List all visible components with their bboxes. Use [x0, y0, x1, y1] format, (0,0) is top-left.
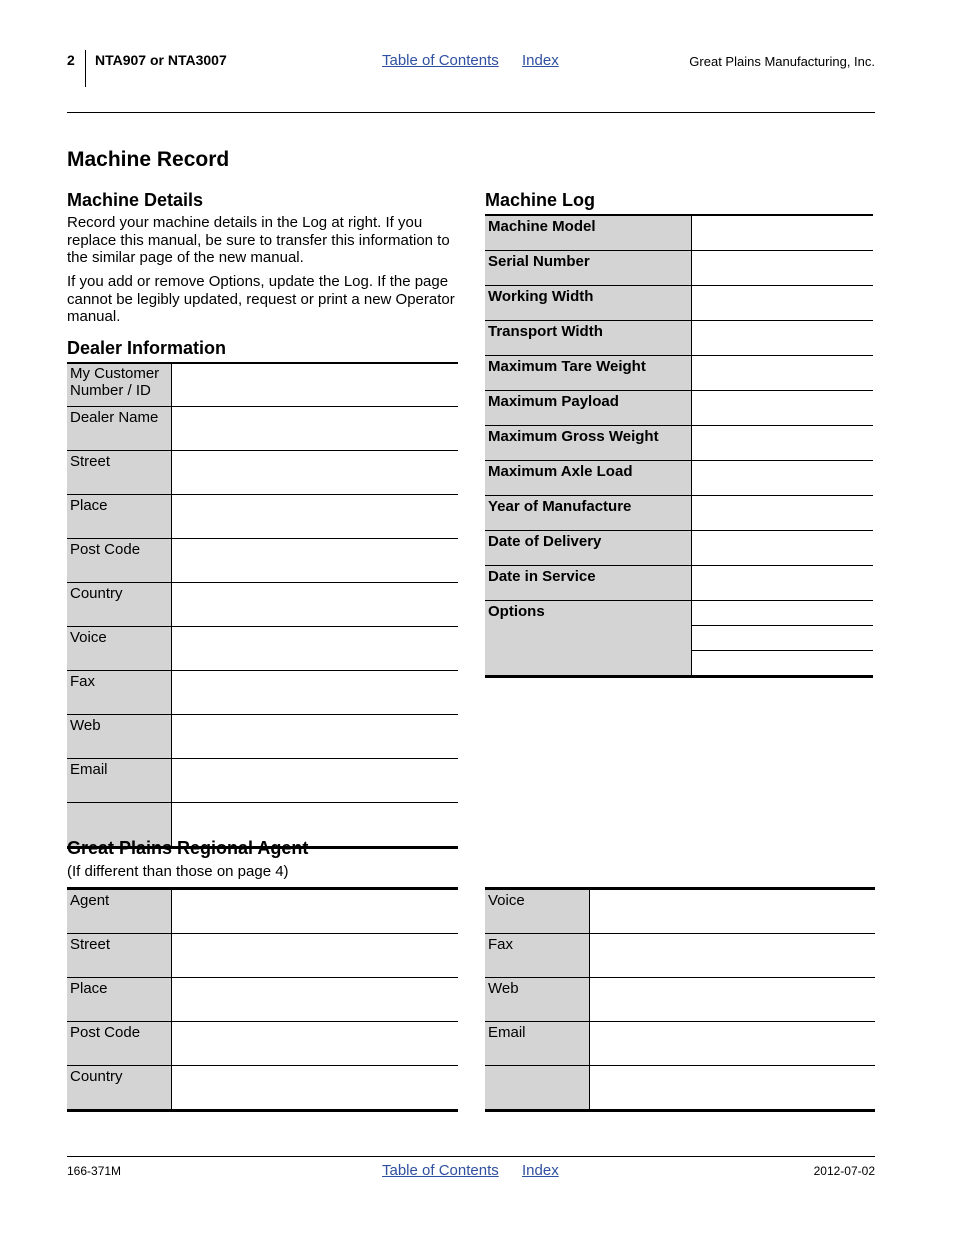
dealer-row [67, 451, 458, 495]
dealer-label: Email [67, 759, 171, 803]
agent-left-value-field[interactable] [171, 890, 458, 934]
agent-left-row [67, 978, 458, 1022]
machine-log-row [485, 461, 873, 496]
agent-subheading: (If different than those on page 4) [67, 863, 289, 880]
agent-left-value-field[interactable] [171, 1066, 458, 1110]
header-index-link[interactable]: Index [522, 52, 559, 69]
agent-right-row [485, 1066, 875, 1110]
machine-log-value-field[interactable] [691, 251, 873, 286]
machine-log-value-field[interactable] [691, 461, 873, 496]
agent-left-row [67, 1022, 458, 1066]
agent-left-row [67, 934, 458, 978]
footer-index-link[interactable]: Index [522, 1162, 559, 1179]
machine-log-value-field[interactable] [691, 216, 873, 251]
dealer-label: Dealer Name [67, 407, 171, 451]
machine-log-heading: Machine Log [485, 190, 596, 210]
agent-left-wrapper [67, 887, 458, 1112]
machine-log-value-field[interactable] [691, 286, 873, 321]
machine-log-row [485, 286, 873, 321]
machine-log-row [485, 426, 873, 461]
machine-log-row [485, 531, 873, 566]
agent-right-label: Voice [485, 890, 589, 934]
dealer-info-heading: Dealer Information [67, 338, 227, 358]
dealer-row [67, 495, 458, 539]
machine-log-row [485, 566, 873, 601]
machine-log-row [485, 356, 873, 391]
machine-log-value-field[interactable] [691, 426, 873, 461]
doc-number: 166-371M [67, 1164, 122, 1178]
agent-right-wrapper [485, 887, 875, 1112]
dealer-label: My Customer Number / ID [67, 364, 171, 407]
machine-log-label: Machine Model [485, 216, 691, 251]
header-toc-link[interactable]: Table of Contents [382, 52, 499, 69]
machine-details-heading: Machine Details [67, 190, 204, 210]
agent-left-label: Street [67, 934, 171, 978]
agent-left-value-field[interactable] [171, 934, 458, 978]
dealer-value-field[interactable] [171, 583, 458, 627]
dealer-label: Web [67, 715, 171, 759]
dealer-table-wrapper [67, 362, 458, 849]
model-title: NTA907 or NTA3007 [95, 52, 227, 68]
agent-right-row [485, 1022, 875, 1066]
agent-right-value-field[interactable] [589, 978, 875, 1022]
agent-right-value-field[interactable] [589, 934, 875, 978]
machine-log-row [485, 496, 873, 531]
dealer-label: Street [67, 451, 171, 495]
machine-log-value-field[interactable] [691, 356, 873, 391]
dealer-label: Country [67, 583, 171, 627]
agent-right-label: Email [485, 1022, 589, 1066]
agent-left-row [67, 1066, 458, 1110]
page-number: 2 [67, 52, 75, 68]
machine-log-row [485, 321, 873, 356]
dealer-row [67, 583, 458, 627]
dealer-value-field[interactable] [171, 495, 458, 539]
dealer-row [67, 715, 458, 759]
agent-left-value-field[interactable] [171, 978, 458, 1022]
machine-log-label: Transport Width [485, 321, 691, 356]
dealer-table [67, 364, 458, 846]
machine-log-label: Date of Delivery [485, 531, 691, 566]
machine-log-row [485, 216, 873, 251]
machine-log-label: Date in Service [485, 566, 691, 601]
machine-log-options-fields [691, 601, 873, 676]
machine-log-table [485, 216, 873, 675]
options-value-field[interactable] [692, 625, 874, 650]
machine-details-para-2: If you add or remove Options, update the Log. If the page cannot be legibly updated, request or print a new Operator manual. [67, 273, 455, 325]
header-rule [67, 112, 875, 113]
machine-log-wrapper [485, 214, 873, 678]
machine-log-label: Maximum Tare Weight [485, 356, 691, 391]
machine-log-label: Maximum Gross Weight [485, 426, 691, 461]
company-name: Great Plains Manufacturing, Inc. [689, 54, 875, 69]
dealer-value-field[interactable] [171, 407, 458, 451]
dealer-row [67, 759, 458, 803]
machine-log-value-field[interactable] [691, 321, 873, 356]
dealer-value-field[interactable] [171, 539, 458, 583]
machine-log-value-field[interactable] [691, 531, 873, 566]
agent-right-row [485, 934, 875, 978]
dealer-value-field[interactable] [171, 451, 458, 495]
machine-log-options-label: Options [485, 601, 691, 676]
agent-left-table [67, 890, 458, 1109]
agent-right-table [485, 890, 875, 1109]
dealer-row [67, 539, 458, 583]
dealer-row [67, 407, 458, 451]
machine-log-value-field[interactable] [691, 566, 873, 601]
machine-log-label: Serial Number [485, 251, 691, 286]
dealer-value-field[interactable] [171, 759, 458, 803]
agent-heading: Great Plains Regional Agent [67, 838, 309, 858]
dealer-row [67, 627, 458, 671]
machine-log-value-field[interactable] [691, 496, 873, 531]
agent-left-label: Place [67, 978, 171, 1022]
footer-rule [67, 1156, 875, 1157]
dealer-value-field[interactable] [171, 627, 458, 671]
machine-log-row [485, 391, 873, 426]
agent-left-label: Agent [67, 890, 171, 934]
machine-log-options-row [485, 601, 873, 676]
options-value-field[interactable] [692, 601, 874, 625]
agent-right-label [485, 1066, 589, 1110]
agent-left-label: Country [67, 1066, 171, 1110]
machine-log-label: Maximum Payload [485, 391, 691, 426]
agent-right-label: Web [485, 978, 589, 1022]
agent-right-row [485, 890, 875, 934]
machine-details-para-1: Record your machine details in the Log at right. If you replace this manual, be sure to transfer this information to the similar page of the new manual. [67, 214, 450, 266]
dealer-label: Place [67, 495, 171, 539]
agent-right-value-field[interactable] [589, 890, 875, 934]
machine-log-value-field[interactable] [691, 391, 873, 426]
dealer-row [67, 364, 458, 407]
doc-date: 2012-07-02 [813, 1164, 875, 1178]
page-title: Machine Record [67, 148, 230, 171]
header-divider [85, 50, 86, 87]
machine-log-row [485, 251, 873, 286]
dealer-label: Post Code [67, 539, 171, 583]
machine-log-label: Maximum Axle Load [485, 461, 691, 496]
agent-right-value-field[interactable] [589, 1022, 875, 1066]
machine-log-label: Working Width [485, 286, 691, 321]
agent-right-row [485, 978, 875, 1022]
footer-toc-link[interactable]: Table of Contents [382, 1162, 499, 1179]
dealer-label: Voice [67, 627, 171, 671]
agent-right-value-field[interactable] [589, 1066, 875, 1110]
agent-left-value-field[interactable] [171, 1022, 458, 1066]
options-value-field[interactable] [692, 650, 874, 675]
dealer-row [67, 671, 458, 715]
agent-left-label: Post Code [67, 1022, 171, 1066]
dealer-value-field[interactable] [171, 671, 458, 715]
agent-right-label: Fax [485, 934, 589, 978]
dealer-value-field[interactable] [171, 715, 458, 759]
agent-left-row [67, 890, 458, 934]
dealer-label: Fax [67, 671, 171, 715]
dealer-value-field[interactable] [171, 364, 458, 407]
machine-log-label: Year of Manufacture [485, 496, 691, 531]
